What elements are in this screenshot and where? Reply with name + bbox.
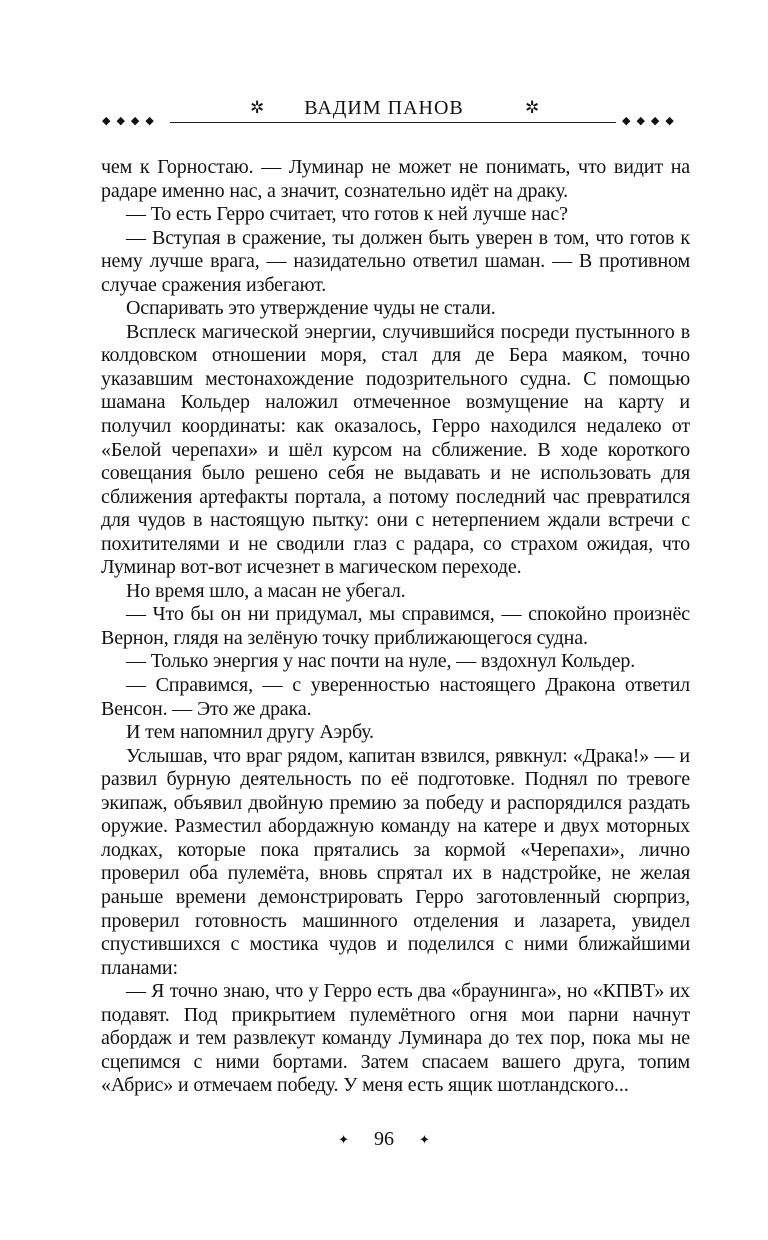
header-dots-right: ◆◆◆◆ <box>622 115 680 127</box>
footer-ornament-left: ✦ <box>338 1132 349 1148</box>
running-header-author: ВАДИМ ПАНОВ <box>304 97 464 119</box>
header-dots-left: ◆◆◆◆ <box>102 115 160 127</box>
paragraph: — То есть Герро считает, что готов к ней лучше нас? <box>126 203 568 226</box>
paragraph: Но время шло, а масан не убегал. <box>126 579 406 602</box>
header-ornament-left: ✲ <box>250 98 265 117</box>
footer-ornament-right: ✦ <box>419 1132 430 1148</box>
header-rule <box>170 122 616 123</box>
paragraph: — Вступая в сражение, ты должен быть уверен в том, что готов к нему лучше врага, — назидательно ответил шаман. — В противном случае сражения избегают. <box>101 226 690 296</box>
paragraph: — Только энергия у нас почти на нуле, — вздохнул Кольдер. <box>126 650 636 673</box>
paragraph: чем к Горностаю. — Луминар не может не понимать, что видит на радаре именно нас, а значит, сознательно идёт на драку. <box>101 156 690 202</box>
paragraph: Оспаривать это утверждение чуды не стали. <box>126 297 496 320</box>
paragraph: И тем напомнил другу Аэрбу. <box>126 721 374 744</box>
page-footer <box>0 1127 768 1152</box>
paragraph: — Я точно знаю, что у Герро есть два «браунинга», но «КПВТ» их подавят. Под прикрытием пулемётного огня мои парни начнут абордаж и тем развлекут команду Луминара до тех пор, пока мы не сцепимся с ними бортами. Затем спасаем вашего друга, топим «Абрис» и отмечаем победу. У меня есть ящик шотландского... <box>101 980 690 1097</box>
page-number: 96 <box>374 1128 394 1150</box>
paragraph: Всплеск магической энергии, случившийся посреди пустынного в колдовском отношении моря, стал для де Бера маяком, точно указавшим местонахождение подозрительного судна. С помощью шамана Кольдер наложил отмеченное возмущение на карту и получил координаты: как оказалось, Герро находился недалеко от «Белой черепахи» и шёл курсом на сближение. В ходе короткого совещания было решено себя не выдавать и не использовать для сближения артефакты портала, а потому последний час превратился для чудов в настоящую пытку: они с нетерпением ждали встречи с похитителями и не сводили глаз с радара, со страхом ожидая, что Луминар вот-вот исчезнет в магическом переходе. <box>101 320 690 579</box>
body-text <box>101 156 690 1098</box>
paragraph: Услышав, что враг рядом, капитан взвился, рявкнул: «Драка!» — и развил бурную деятельность по её подготовке. Поднял по тревоге экипаж, объявил двойную премию за победу и распорядился раздать оружие. Разместил абордажную команду на катере и двух моторных лодках, которые пока прятались за кормой «Черепахи», лично проверил оба пулемёта, вновь спрятал их в надстройке, не желая раньше времени демонстрировать Герро заготовленный сюрприз, проверил готовность машинного отделения и лазарета, увидел спустившихся с мостика чудов и поделился с ними ближайшими планами: <box>101 744 690 979</box>
paragraph: — Справимся, — с уверенностью настоящего Дракона ответил Венсон. — Это же драка. <box>101 674 690 720</box>
running-header <box>0 96 768 126</box>
paragraph: — Что бы он ни придумал, мы справимся, — спокойно произнёс Вернон, глядя на зелёную точку приближающегося судна. <box>101 603 690 649</box>
header-ornament-right: ✲ <box>525 98 540 117</box>
